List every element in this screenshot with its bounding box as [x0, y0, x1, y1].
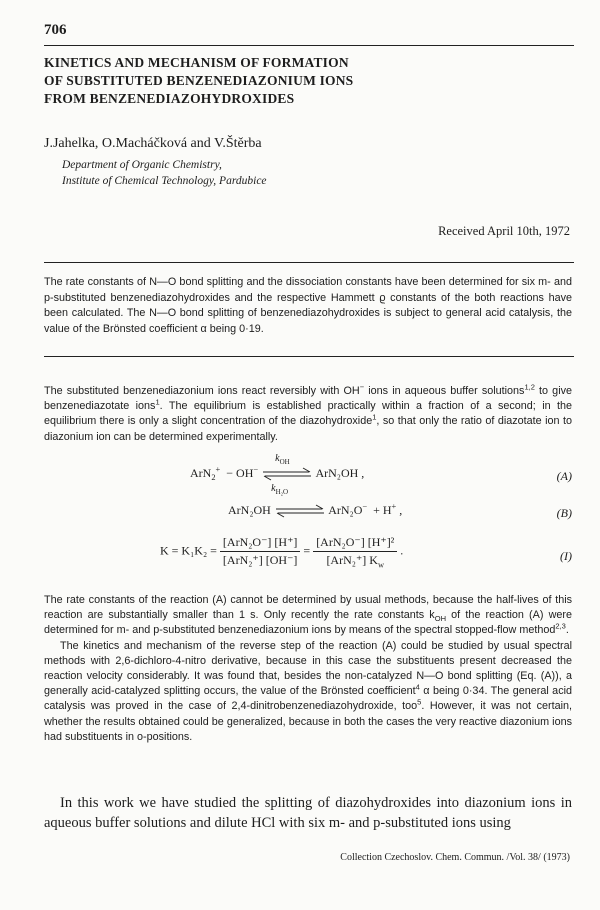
- eq-a-k-back: k: [271, 483, 276, 494]
- fraction: [220, 535, 301, 568]
- equation-b: ArN₂OH ArN₂O− + H+ ,: [228, 502, 402, 520]
- equilibrium-arrow: [274, 502, 326, 520]
- abstract-text: The rate constants of N—O bond splitting and the dissociation constants have been determined for six m- and p-substituted benzenediazohydroxides and the respective Hammett ϱ constants of the both reactions have been calculated. The N—O bond splitting of benzenediazohydroxides is subject to general acid catalysis, the value of the Brönsted coefficient α being 0·19.: [44, 276, 572, 335]
- numerator: [ArN₂O⁻] [H⁺]: [220, 535, 301, 552]
- discussion-section: [44, 593, 572, 745]
- discussion-sup: 5: [417, 697, 422, 707]
- title-line: OF SUBSTITUTED BENZENEDIAZONIUM IONS: [44, 73, 354, 88]
- eq-a-right: ArN₂OH ,: [315, 465, 365, 480]
- abstract-rule-top: [44, 262, 574, 263]
- lead-paragraph: In this work we have studied the splitting of diazohydroxides into diazonium ions in aqueous buffer solutions and dilute HCl with six m- and p-substituted ions using: [44, 795, 572, 831]
- eq-i-label: (I): [560, 549, 572, 563]
- discussion-paragraph: The rate constants of the reaction (A) cannot be determined by usual methods, because the half-lives of this reaction are substantially smaller than 1 s. Only recently the rate constants $k_{OH}$ of the reaction (A) were determined for m- and p-substituted benzenediazonium ions by means of the spectral stopped-flow method$^{2,3}$.: [44, 594, 573, 637]
- equation-i: K = K₁K₂ = $\frac{\text{[ArN₂O⁻] [H⁺]}}{\text{[ArN₂⁺] [OH⁻]}}$ = $\frac{\text{[ArN₂O⁻] [H⁺]²}}{[ArN_2^+] K_w}$ .: [160, 535, 404, 570]
- eq-i-equals: =: [303, 543, 311, 558]
- discussion-sup: 4: [415, 682, 420, 692]
- affiliation: [62, 157, 267, 189]
- discussion-sub: OH: [434, 614, 447, 624]
- eq-a-label: (A): [556, 469, 572, 483]
- eq-a-k-back-sub: H₂O: [275, 488, 289, 496]
- title-line: KINETICS AND MECHANISM OF FORMATION: [44, 55, 349, 70]
- intro-text-d: . The equilibrium is established practically within a fraction of a second; in the equilibrium there is only a slight concentration of the diazohydroxide: [44, 400, 572, 428]
- eq-i-lhs: K = K₁K₂ =: [160, 543, 217, 558]
- intro-text-a: The substituted benzenediazonium ions react reversibly with OH: [44, 385, 360, 397]
- discussion-text: . However, it was not certain, whether the results obtained could be generalized, because in both the cases the very reactive diazonium ions had substituents in o-positions.: [44, 700, 572, 743]
- eq-a-hydroxide: OH: [236, 465, 254, 480]
- eq-b-left: ArN₂OH: [228, 502, 271, 517]
- journal-footer: Collection Czechoslov. Chem. Commun. /Vol. 38/ (1973): [340, 852, 570, 863]
- intro-text-c: to give benzenediazotate ions: [44, 385, 572, 413]
- discussion-paragraph: [44, 639, 572, 745]
- discussion-text: α being 0·34. The general acid catalysis was proved in the case of 2,4-dinitrobenzenediazohydroxide, too: [44, 685, 572, 713]
- author-list: J.Jahelka, O.Macháčková and V.Štěrba: [44, 136, 262, 151]
- affiliation-line: Department of Organic Chemistry,: [62, 159, 222, 171]
- denominator: [ArN₂⁺] [OH⁻]: [222, 553, 298, 567]
- intro-text-b: ions in aqueous buffer solutions: [364, 385, 525, 397]
- eq-a-left: ArN: [190, 465, 212, 480]
- equilibrium-arrow-icon: [261, 465, 313, 483]
- discussion-sup: 2,3: [555, 621, 566, 631]
- eq-b-right: ArN₂O: [328, 502, 363, 517]
- header-rule: [44, 45, 574, 46]
- eq-a-k-forward: k: [275, 453, 280, 464]
- fraction: [313, 535, 397, 568]
- discussion-text: The rate constants of the reaction (A) cannot be determined by usual methods, because the half-lives of this reaction are substantially smaller than 1 s. Only recently the rate constants k: [44, 594, 572, 622]
- affiliation-line: Institute of Chemical Technology, Pardubice: [62, 175, 267, 187]
- eq-b-label: (B): [556, 506, 572, 520]
- title-line: FROM BENZENEDIAZOHYDROXIDES: [44, 91, 295, 106]
- article-title: [44, 54, 564, 108]
- intro-text-e: , so that only the ratio of diazotate ion to diazonium ion can be determined experimentally.: [44, 415, 573, 443]
- page-number: 706: [44, 22, 67, 38]
- discussion-text: of the reaction (A) were determined for m- and p-substituted benzenediazonium ions by means of the spectral stopped-flow method: [44, 609, 573, 637]
- equilibrium-arrow: [261, 453, 313, 496]
- received-date: Received April 10th, 1972: [438, 224, 570, 238]
- discussion-text: The kinetics and mechanism of the reverse step of the reaction (A) could be studied by usual spectral methods with 2,6-dichloro-4-nitro derivative, because in this case the substituents present decreased the reaction velocity considerably. It was found that, besides the non-catalyzed N—O bond splitting (Eq. (A)), a generally acid-catalyzed splitting occurs, the value of the Brönsted coefficient: [44, 639, 572, 698]
- equilibrium-arrow-icon: [274, 502, 326, 520]
- numerator: [ArN₂O⁻] [H⁺]²: [313, 535, 397, 552]
- eq-b-proton: + H: [373, 502, 392, 517]
- denominator-sub: w: [377, 560, 385, 570]
- denominator-text: [ArN₂⁺] K: [326, 553, 378, 567]
- abstract-rule-bottom: [44, 356, 574, 357]
- eq-a-k-forward-sub: OH: [279, 458, 290, 466]
- equation-a: ArN$_2$+ − OH− $k_{OH}$ $k_{H_2O}$ ArN₂OH ,: [190, 453, 365, 496]
- intro-paragraph: The substituted benzenediazonium ions react reversibly with OH− ions in aqueous buffer solutions$^{1,2}$ to give benzenediazotate ions$^1$. The equilibrium is established practically within a fraction of a second; in the equilibrium there is only a slight concentration of the diazohydroxide$^1$, so that only the ratio of diazotate ion to diazonium ion can be determined experimentally.: [44, 382, 573, 443]
- denominator: [313, 552, 397, 568]
